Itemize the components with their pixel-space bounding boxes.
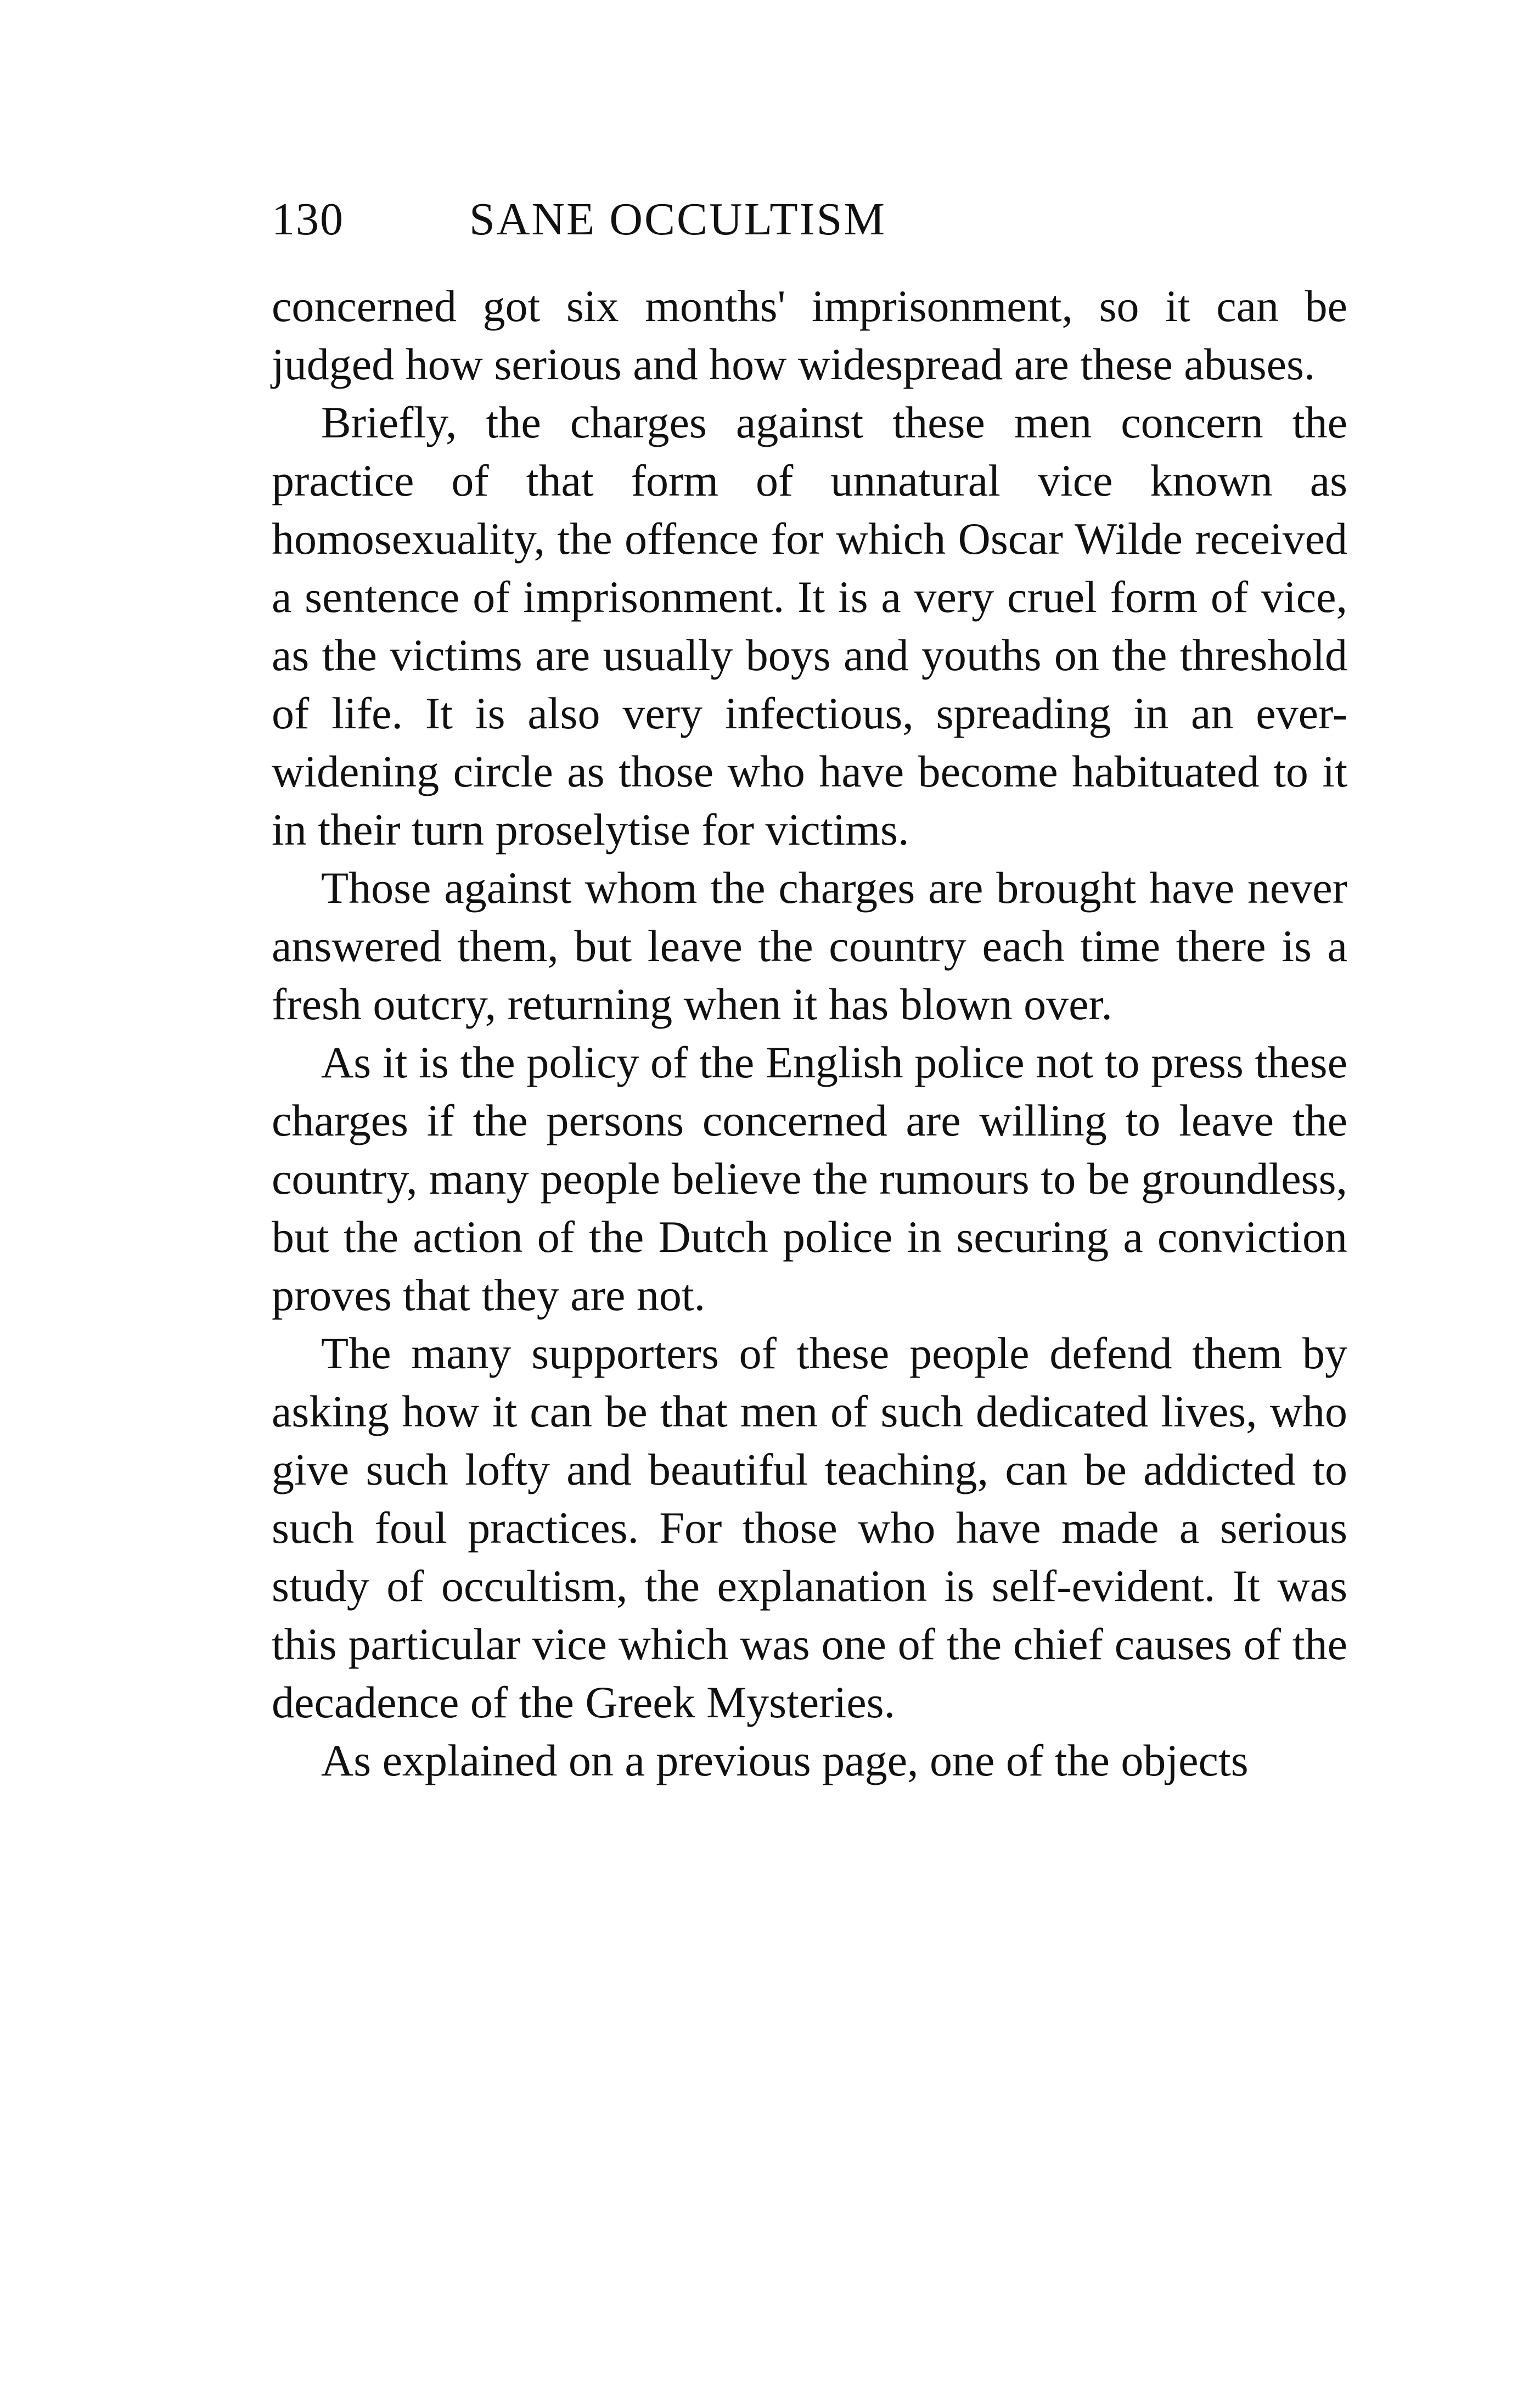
paragraph: As explained on a previous page, one of the objects [321, 1735, 1249, 1785]
paragraph: As it is the policy of the English police not to press these charges if the persons concerned are willing to leave the country, many people believe the rumours to be groundless, but the action of the Dutch police in securing a conviction proves that they are not. [272, 1037, 1347, 1320]
page-number: 130 [272, 194, 344, 245]
paragraph: concerned got six months' imprisonment, so it can be judged how serious and how widespread are these abuses. [272, 281, 1347, 389]
body-text [272, 277, 1347, 1790]
paragraph: Those against whom the charges are brought have never answered them, but leave the country each time there is a fresh outcry, returning when it has blown over. [272, 863, 1347, 1029]
paragraph: Briefly, the charges against these men concern the practice of that form of unnatural vice known as homosexuality, the offence for which Oscar Wilde received a sentence of imprisonment. It is a very cruel form of vice, as the victims are usually boys and youths on the threshold of life. It is also very infectious, spreading in an ever-widening circle as those who have become habituated to it in their turn proselytise for victims. [272, 397, 1347, 855]
running-title: SANE OCCULTISM [469, 194, 887, 245]
paragraph: The many supporters of these people defend them by asking how it can be that men of such dedicated lives, who give such lofty and beautiful teaching, can be addicted to such foul practices. For those who have made a serious study of occultism, the explanation is self-evident. It was this particular vice which was one of the chief causes of the decadence of the Greek Mysteries. [272, 1328, 1347, 1727]
running-head [272, 189, 1347, 255]
